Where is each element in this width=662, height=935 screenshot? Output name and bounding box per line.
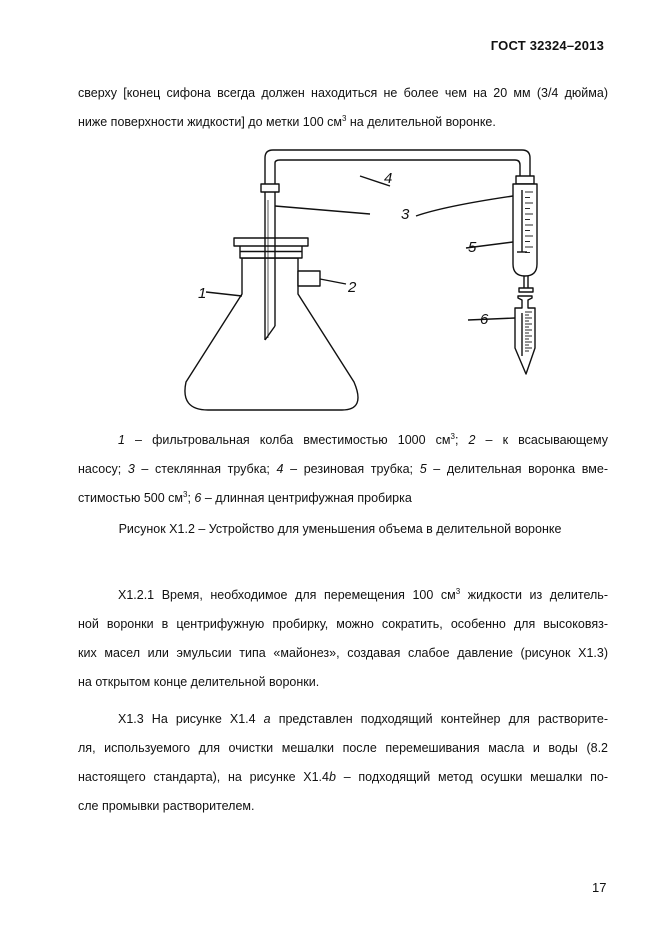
x121-line-4: на открытом конце делительной воронки. (78, 675, 320, 689)
tube-joint-right (516, 176, 534, 184)
legend-text: стимостью 500 см (78, 491, 184, 505)
legend-item-number: 1 (118, 433, 125, 447)
x121-line-1 (78, 581, 608, 610)
x13-line-4: сле промывки растворителем. (78, 799, 255, 813)
tube-joint-left (261, 184, 279, 192)
superscript: 3 (183, 490, 188, 499)
figure-label-6: 6 (480, 311, 489, 328)
flask-side-arm (298, 271, 320, 286)
legend-item-number: 5 (419, 462, 427, 476)
figure-caption: Рисунок Х1.2 – Устройство для уменьшения объема в делительной воронке (118, 522, 562, 536)
figure-label-5: 5 (468, 239, 477, 256)
apparatus-figure (170, 148, 560, 430)
intro-line-2 (78, 108, 608, 137)
paragraph-x1-3 (78, 705, 608, 821)
legend-text: – стеклянная трубка; (134, 462, 277, 476)
x13-text-a: Х1.3 На рисунке Х1.4 (118, 712, 264, 726)
legend-text: – резиновая трубка; (283, 462, 420, 476)
legend-text: насосу; (78, 462, 128, 476)
x13-text-b: представлен подходящий контейнер для растворите- (270, 712, 609, 726)
x121-line-2: ной воронки в центрифужную пробирку, можно сократить, особенно для высоковяз- (78, 617, 608, 631)
superscript: 3 (455, 587, 461, 596)
figure-label-4: 4 (384, 170, 393, 187)
legend-item-number: 4 (276, 462, 284, 476)
x121-text-b: жидкости из делитель- (460, 588, 608, 602)
intro-paragraph (78, 79, 608, 137)
figure-label-2: 2 (348, 279, 357, 296)
x13-line-1 (78, 705, 608, 734)
x13-text-c: настоящего стандарта), на рисунке Х1.4 (78, 770, 329, 784)
legend-line-2 (78, 455, 608, 484)
x121-line-3: ких масел или эмульсии типа «майонез», создавая слабое давление (рисунок Х1.3) (78, 646, 608, 660)
legend-item-number: 3 (127, 462, 135, 476)
x13-line-2: ля, используемого для очистки мешалки после перемешивания масла и воды (8.2 (78, 741, 608, 755)
figure-legend (78, 426, 608, 513)
superscript: 3 (341, 114, 347, 123)
legend-line-3 (78, 484, 608, 513)
x13-italic-b: b (329, 770, 336, 784)
intro-text-a: ниже поверхности жидкости] до метки 100 см (78, 115, 342, 129)
figure-label-3: 3 (401, 206, 410, 223)
legend-text: ; (454, 433, 469, 447)
legend-item-number: 2 (468, 433, 476, 447)
x121-text-a: Х1.2.1 Время, необходимое для перемещения 100 см (118, 588, 456, 602)
legend-line-1 (78, 426, 608, 455)
centrifuge-tube (515, 296, 535, 374)
superscript: 3 (450, 432, 455, 441)
legend-text: – делительная воронка вме- (426, 462, 608, 476)
x13-italic-a: а (263, 712, 271, 726)
paragraph-x1-2-1 (78, 581, 608, 697)
legend-text: – длинная центрифужная пробирка (201, 491, 412, 505)
legend-item-number: 6 (194, 491, 202, 505)
x13-text-d: – подходящий метод осушки мешалки по- (335, 770, 609, 784)
legend-text: ; (187, 491, 195, 505)
document-header: ГОСТ 32324–2013 (490, 38, 604, 53)
x13-line-3 (78, 763, 608, 792)
legend-text: – к всасывающему (475, 433, 608, 447)
page-number: 17 (592, 880, 607, 895)
intro-text-b: на делительной воронке. (346, 115, 496, 129)
legend-text: – фильтровальная колба вместимостью 1000 см (124, 433, 451, 447)
figure-label-1: 1 (198, 285, 207, 302)
rubber-tube (265, 150, 530, 184)
intro-line-1: сверху [конец сифона всегда должен находиться не более чем на 20 мм (3/4 дюйма) (78, 86, 608, 100)
